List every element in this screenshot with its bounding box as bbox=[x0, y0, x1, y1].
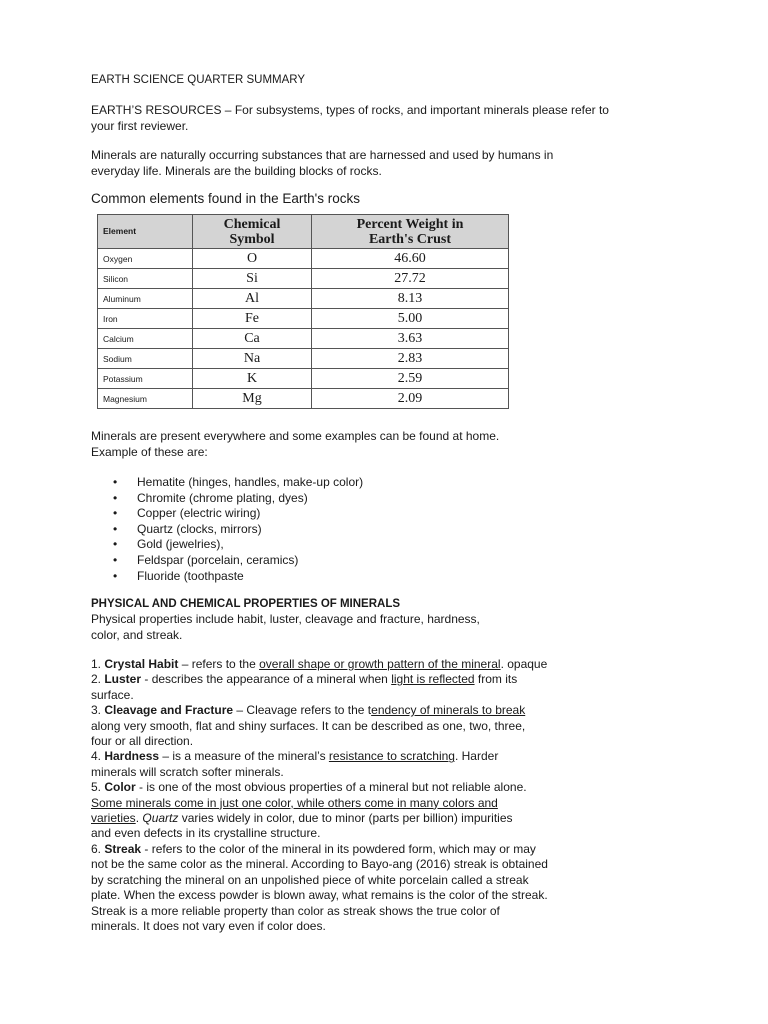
bullet-icon: • bbox=[113, 568, 118, 583]
examples-list bbox=[113, 475, 363, 584]
intro-line: Physical properties include habit, luster, cleavage and fracture, hardness, bbox=[91, 612, 480, 626]
property-term: Hardness bbox=[104, 749, 160, 764]
property-text: . opaque bbox=[500, 657, 548, 671]
table-header-row bbox=[98, 215, 509, 249]
property-number: 2. bbox=[91, 672, 105, 687]
element-symbol: Si bbox=[193, 269, 312, 289]
bullet-icon: • bbox=[113, 552, 118, 567]
property-text: . Harder bbox=[454, 749, 499, 764]
list-item bbox=[113, 506, 363, 522]
resources-paragraph bbox=[91, 103, 609, 134]
bullet-icon: • bbox=[113, 506, 118, 521]
element-percent: 2.83 bbox=[312, 349, 509, 369]
property-term: Luster bbox=[104, 672, 142, 687]
property-text-line bbox=[91, 796, 548, 811]
element-name: Silicon bbox=[98, 269, 193, 289]
element-symbol: Na bbox=[193, 349, 312, 369]
header-symbol bbox=[193, 215, 312, 249]
element-name: Potassium bbox=[98, 369, 193, 389]
list-item bbox=[113, 569, 363, 585]
property-streak bbox=[91, 842, 548, 857]
table-row bbox=[98, 369, 509, 389]
element-percent: 3.63 bbox=[312, 329, 509, 349]
property-text: – Cleavage refers to the t bbox=[233, 703, 372, 718]
example-text: Chromite (chrome plating, dyes) bbox=[137, 490, 308, 505]
property-text: - is one of the most obvious properties of a mineral but not reliable alone. bbox=[135, 780, 527, 795]
property-term: Color bbox=[104, 780, 136, 795]
property-term: Streak bbox=[104, 841, 142, 856]
table-row bbox=[98, 389, 509, 409]
properties-heading: PHYSICAL AND CHEMICAL PROPERTIES OF MINERALS bbox=[91, 598, 401, 610]
bullet-icon: • bbox=[113, 490, 118, 505]
table-row bbox=[98, 329, 509, 349]
element-percent: 8.13 bbox=[312, 289, 509, 309]
property-hardness bbox=[91, 749, 548, 764]
property-text-line: by scratching the mineral on an unpolished piece of white porcelain called a streak bbox=[91, 872, 529, 887]
property-text-line: surface. bbox=[91, 687, 134, 702]
property-text-line: minerals will scratch softer minerals. bbox=[91, 764, 284, 779]
element-symbol: O bbox=[193, 249, 312, 269]
property-text: – is a measure of the mineral’s bbox=[159, 749, 329, 764]
property-text-line: Streak is a more reliable property than color as streak shows the true color of bbox=[91, 903, 500, 918]
element-symbol: Al bbox=[193, 289, 312, 309]
property-text-line: plate. When the excess powder is blown away, what remains is the color of the streak. bbox=[91, 888, 548, 903]
property-term: Crystal Habit bbox=[104, 657, 179, 671]
element-percent: 46.60 bbox=[312, 249, 509, 269]
example-text: Quartz (clocks, mirrors) bbox=[137, 521, 262, 536]
document-title: EARTH SCIENCE QUARTER SUMMARY bbox=[91, 74, 306, 86]
intro-line: color, and streak. bbox=[91, 627, 183, 642]
minerals-definition-paragraph bbox=[91, 148, 553, 179]
property-number: 5. bbox=[91, 780, 105, 795]
table-row bbox=[98, 289, 509, 309]
property-italic: Quartz bbox=[142, 811, 179, 826]
table-title: Common elements found in the Earth's rocks bbox=[91, 191, 360, 206]
element-symbol: Fe bbox=[193, 309, 312, 329]
example-text: Copper (electric wiring) bbox=[137, 506, 261, 521]
present-paragraph bbox=[91, 429, 499, 460]
header-percent-line: Earth's Crust bbox=[368, 231, 452, 247]
element-name: Iron bbox=[98, 309, 193, 329]
list-item bbox=[113, 491, 363, 507]
properties-intro bbox=[91, 612, 480, 643]
element-name: Aluminum bbox=[98, 289, 193, 309]
element-name: Oxygen bbox=[98, 249, 193, 269]
property-underlined: Some minerals come in just one color, while others come in many colors and bbox=[91, 795, 498, 810]
list-item bbox=[113, 475, 363, 491]
element-name: Calcium bbox=[98, 329, 193, 349]
bullet-icon: • bbox=[113, 475, 118, 489]
property-cleavage bbox=[91, 703, 548, 718]
property-text-line: not be the same color as the mineral. According to Bayo-ang (2016) streak is obtained bbox=[91, 857, 548, 872]
list-item bbox=[113, 553, 363, 569]
present-line: Minerals are present everywhere and some examples can be found at home. bbox=[91, 429, 500, 443]
resources-line: EARTH’S RESOURCES – For subsystems, types of rocks, and important minerals please refer to bbox=[91, 103, 609, 117]
element-symbol: Mg bbox=[193, 389, 312, 409]
example-text: Feldspar (porcelain, ceramics) bbox=[137, 552, 299, 567]
list-item bbox=[113, 522, 363, 538]
property-text-line: along very smooth, flat and shiny surfaces. It can be described as one, two, three, bbox=[91, 718, 526, 733]
property-text-line: minerals. It does not vary even if color does. bbox=[91, 918, 326, 933]
element-percent: 5.00 bbox=[312, 309, 509, 329]
element-name: Magnesium bbox=[98, 389, 193, 409]
header-percent-line: Percent Weight in bbox=[356, 216, 464, 232]
element-symbol: Ca bbox=[193, 329, 312, 349]
element-name: Sodium bbox=[98, 349, 193, 369]
example-text: Hematite (hinges, handles, make-up color) bbox=[137, 475, 364, 489]
property-number: 3. bbox=[91, 703, 105, 718]
property-text: . bbox=[135, 811, 143, 826]
definition-line: Minerals are naturally occurring substances that are harnessed and used by humans in bbox=[91, 148, 554, 162]
bullet-icon: • bbox=[113, 521, 118, 536]
property-text-line bbox=[91, 811, 548, 826]
header-element: Element bbox=[98, 215, 193, 249]
list-item bbox=[113, 537, 363, 553]
bullet-icon: • bbox=[113, 537, 118, 552]
property-underlined: resistance to scratching bbox=[328, 749, 455, 764]
example-text: Fluoride (toothpaste bbox=[137, 568, 244, 583]
property-number: 1. bbox=[91, 657, 105, 671]
property-underlined: varieties bbox=[91, 811, 136, 826]
table-row bbox=[98, 349, 509, 369]
element-percent: 27.72 bbox=[312, 269, 509, 289]
header-percent bbox=[312, 215, 509, 249]
element-percent: 2.59 bbox=[312, 369, 509, 389]
property-text-line: four or all direction. bbox=[91, 734, 194, 749]
property-term: Cleavage and Fracture bbox=[104, 703, 234, 718]
property-underlined: endency of minerals to break bbox=[371, 703, 526, 718]
present-line: Example of these are: bbox=[91, 444, 208, 459]
property-text-line: and even defects in its crystalline structure. bbox=[91, 826, 321, 841]
table-row bbox=[98, 249, 509, 269]
property-text: varies widely in color, due to minor (parts per billion) impurities bbox=[178, 811, 513, 826]
property-text: from its bbox=[474, 672, 518, 687]
header-symbol-line: Chemical bbox=[223, 216, 281, 232]
element-symbol: K bbox=[193, 369, 312, 389]
table-row bbox=[98, 269, 509, 289]
property-luster bbox=[91, 672, 548, 687]
table-row bbox=[98, 309, 509, 329]
property-underlined: light is reflected bbox=[391, 672, 475, 687]
property-number: 4. bbox=[91, 749, 105, 764]
resources-line: your first reviewer. bbox=[91, 118, 189, 133]
property-text: - refers to the color of the mineral in its powdered form, which may or may bbox=[141, 841, 536, 856]
element-percent: 2.09 bbox=[312, 389, 509, 409]
definition-line: everyday life. Minerals are the building blocks of rocks. bbox=[91, 163, 382, 178]
property-crystal-habit bbox=[91, 657, 548, 672]
property-text: - describes the appearance of a mineral when bbox=[141, 672, 392, 687]
property-text: – refers to the bbox=[178, 657, 260, 671]
property-color bbox=[91, 780, 548, 795]
properties-list bbox=[91, 657, 548, 934]
elements-table bbox=[97, 214, 509, 409]
header-symbol-line: Symbol bbox=[229, 231, 275, 247]
property-underlined: overall shape or growth pattern of the mineral bbox=[259, 657, 501, 671]
example-text: Gold (jewelries), bbox=[137, 537, 224, 552]
property-number: 6. bbox=[91, 841, 105, 856]
